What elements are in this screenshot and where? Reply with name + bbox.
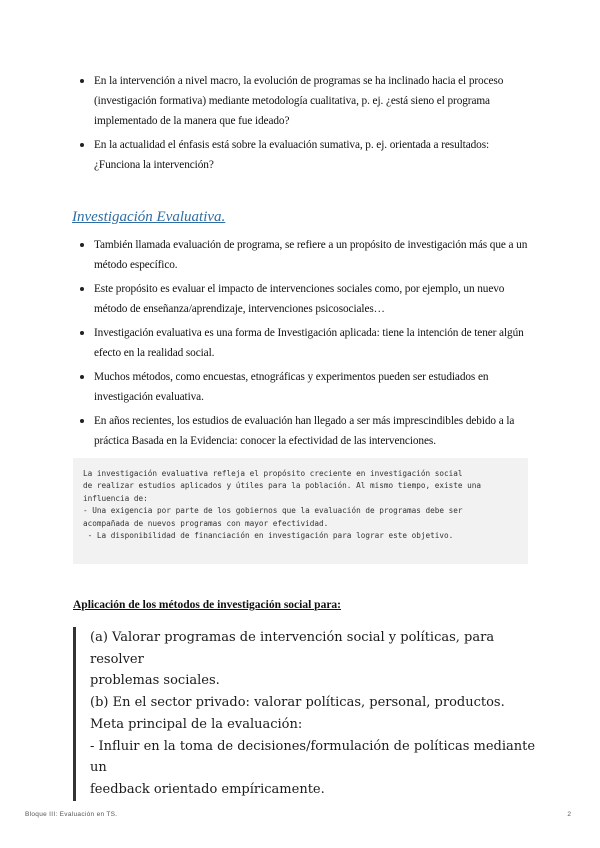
quote-line: problemas sociales. bbox=[90, 673, 220, 689]
list-item: Muchos métodos, como encuestas, etnográficas y experimentos pueden ser estudiados en investigación evaluativa. bbox=[80, 367, 530, 407]
code-line: La investigación evaluativa refleja el propósito creciente en investigación social bbox=[83, 469, 463, 478]
section-heading-aplicacion: Aplicación de los métodos de investigación social para: bbox=[73, 599, 342, 611]
page-number: 2 bbox=[567, 811, 571, 818]
quote-line: - Influir en la toma de decisiones/formulación de políticas mediante un bbox=[90, 738, 536, 776]
list-item: En años recientes, los estudios de evaluación han llegado a ser más imprescindibles debido a la práctica Basada en la Evidencia: conocer la efectividad de las intervenciones. bbox=[80, 411, 530, 451]
intro-bullet-list bbox=[80, 71, 530, 179]
list-item: En la actualidad el énfasis está sobre la evaluación sumativa, p. ej. orientada a resultados: ¿Funciona la intervención? bbox=[80, 135, 530, 175]
code-line: acompañada de nuevos programas con mayor efectividad. bbox=[83, 518, 329, 528]
footer-title: Bloque III: Evaluación en TS. bbox=[25, 811, 118, 818]
quote-line: (b) En el sector privado: valorar políticas, personal, productos. bbox=[90, 695, 505, 711]
code-block bbox=[73, 458, 528, 564]
blockquote bbox=[73, 627, 550, 801]
section-heading-investigacion-evaluativa: Investigación Evaluativa. bbox=[72, 209, 226, 225]
list-item: Este propósito es evaluar el impacto de intervenciones sociales como, por ejemplo, un nuevo método de enseñanza/aprendizaje, intervenciones psicosociales… bbox=[80, 279, 530, 319]
list-item: También llamada evaluación de programa, se refiere a un propósito de investigación más que a un método específico. bbox=[80, 235, 530, 275]
list-item: Investigación evaluativa es una forma de Investigación aplicada: tiene la intención de tener algún efecto en la realidad social. bbox=[80, 323, 530, 363]
code-line: influencia de: bbox=[83, 493, 148, 503]
code-line: de realizar estudios aplicados y útiles para la población. Al mismo tiempo, existe una bbox=[83, 481, 482, 491]
list-item: En la intervención a nivel macro, la evolución de programas se ha inclinado hacia el proceso (investigación formativa) mediante metodología cualitativa, p. ej. ¿está sieno el programa implementado de la manera que fue ideado? bbox=[80, 71, 530, 131]
code-line: - La disponibilidad de financiación en investigación para lograr este objetivo. bbox=[83, 531, 454, 541]
code-line: - Una exigencia por parte de los gobiernos que la evaluación de programas debe ser bbox=[83, 506, 463, 516]
quote-line: (a) Valorar programas de intervención social y políticas, para resolver bbox=[90, 630, 495, 667]
evaluation-bullet-list bbox=[80, 235, 530, 455]
quote-line: Meta principal de la evaluación: bbox=[90, 716, 303, 732]
quote-line: feedback orientado empíricamente. bbox=[90, 781, 325, 797]
